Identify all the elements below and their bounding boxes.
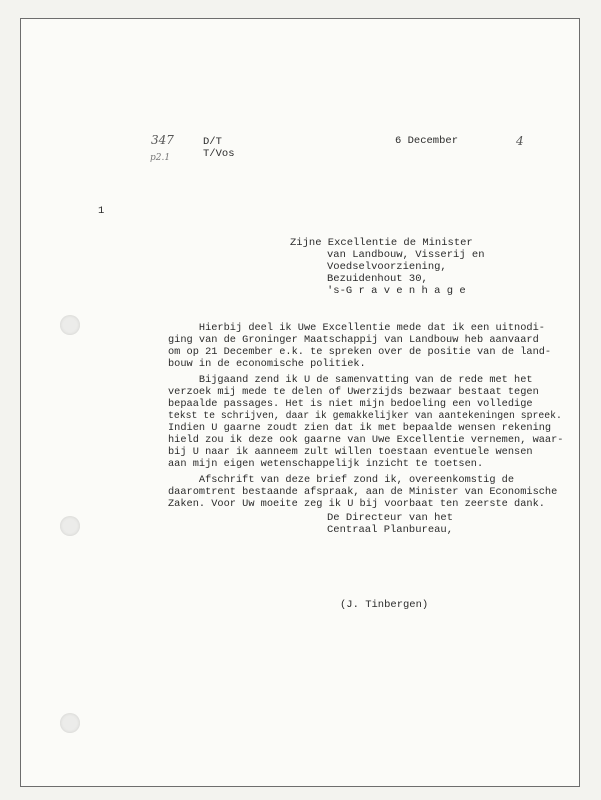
paragraph-3-line-1: Afschrift van deze brief zond ik, overeenkomstig de [168,474,515,486]
punch-hole-top [60,315,80,335]
paragraph-2-line-4: tekst te schrijven, daar ik gemakkelijker van aantekeningen spreek. [168,410,562,421]
letter-number: 347 [151,133,174,147]
page-number: 4 [516,134,524,148]
paragraph-2-line-2: verzoek mij mede te delen of Uwerzijds bezwaar bestaat tegen [168,386,539,398]
address-line-4: Bezuidenhout 30, [327,273,428,285]
paragraph-1-line-2: ging van de Groninger Maatschappij van Landbouw heb aanvaard [168,334,539,346]
address-line-3: Voedselvoorziening, [327,261,447,273]
paragraph-3-line-2: daaromtrent bestaande afspraak, aan de Minister van Economische [168,486,558,498]
address-line-1: Zijne Excellentie de Minister [290,237,473,249]
paragraph-2-line-1: Bijgaand zend ik U de samenvatting van de rede met het [168,374,533,386]
closing-line-1: De Directeur van het [327,512,454,524]
paragraph-2-line-6: hield zou ik deze ook gaarne van Uwe Excellentie vernemen, waar- [168,434,564,446]
punch-hole-middle [60,516,80,536]
paragraph-1-line-4: bouw in de economische politiek. [168,358,366,370]
reference-line-1: D/T [203,136,222,148]
paragraph-2-line-7: bij U naar ik aanneem zult willen toestaan eventuele wensen [168,446,533,458]
paragraph-2-line-3: bepaalde passages. Het is niet mijn bedoeling een volledige [168,398,533,410]
paragraph-2-line-8: aan mijn eigen wetenschappelijk inzicht te toetsen. [168,458,484,470]
reference-line-2: T/Vos [203,148,235,160]
paragraph-3-line-3: Zaken. Voor Uw moeite zeg ik U bij voorbaat ten zeerste dank. [168,498,545,510]
letter-date: 6 December [395,135,459,147]
signature-name: (J. Tinbergen) [340,599,429,611]
pencil-mark: p2.1 [150,153,171,163]
punch-hole-bottom [60,713,80,733]
paragraph-1-line-1: Hierbij deel ik Uwe Excellentie mede dat ik een uitnodi- [168,322,545,334]
closing-line-2: Centraal Planbureau, [327,524,454,536]
paragraph-1-line-3: om op 21 December e.k. te spreken over de positie van de land- [168,346,552,358]
address-line-2: van Landbouw, Visserij en [327,249,485,261]
paragraph-2-line-5: Indien U gaarne zoudt zien dat ik met bepaalde wensen rekening [168,422,552,434]
address-line-5: 's-G r a v e n h a g e [327,285,466,297]
margin-number: 1 [98,205,105,217]
